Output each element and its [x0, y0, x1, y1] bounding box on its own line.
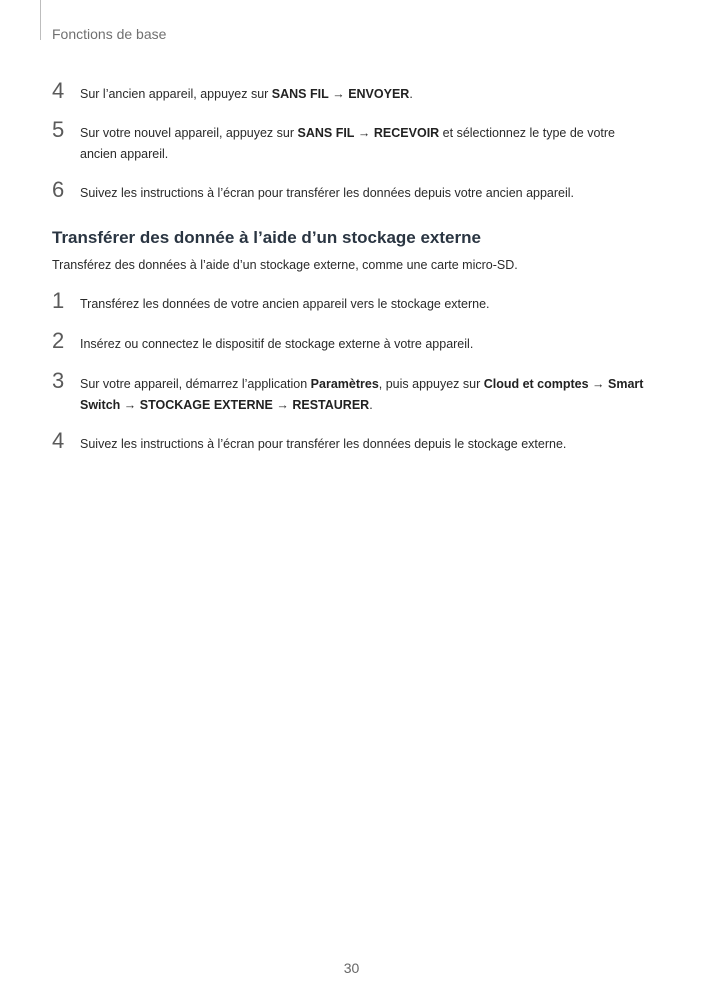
page-number: 30 — [343, 960, 360, 976]
step-number: 5 — [52, 117, 65, 142]
step-item — [52, 428, 652, 455]
step-number: 6 — [52, 177, 65, 202]
step-item — [52, 78, 652, 105]
step-number: 4 — [52, 78, 65, 103]
step-text: Insérez ou connectez le dispositif de stockage externe à votre appareil. — [80, 337, 474, 351]
step-number: 3 — [52, 368, 65, 393]
step-item — [52, 328, 652, 355]
step-text: Transférez les données de votre ancien appareil vers le stockage externe. — [80, 297, 490, 311]
header-divider — [40, 0, 41, 40]
step-item — [52, 177, 652, 204]
step-item — [52, 368, 652, 416]
section-heading: Transférer des donnée à l’aide d’un stockage externe — [52, 228, 481, 247]
step-number: 1 — [52, 288, 65, 313]
step-number: 2 — [52, 328, 65, 353]
step-text: Sur l’ancien appareil, appuyez sur SANS FIL → ENVOYER. — [80, 87, 413, 101]
step-text: Sur votre nouvel appareil, appuyez sur SANS FIL → RECEVOIR et sélectionnez le type de votre ancien appareil. — [80, 126, 616, 161]
section-intro: Transférez des données à l’aide d’un stockage externe, comme une carte micro-SD. — [52, 258, 518, 272]
step-text: Suivez les instructions à l’écran pour transférer les données depuis le stockage externe. — [80, 437, 567, 451]
running-header: Fonctions de base — [52, 26, 167, 42]
step-item — [52, 117, 652, 165]
step-text: Suivez les instructions à l’écran pour transférer les données depuis votre ancien appareil. — [80, 186, 575, 200]
step-text: Sur votre appareil, démarrez l’application Paramètres, puis appuyez sur Cloud et comptes → Smart Switch → STOCKAGE EXTERNE → RESTAURER. — [80, 377, 644, 412]
step-item — [52, 288, 652, 315]
step-number: 4 — [52, 428, 65, 453]
